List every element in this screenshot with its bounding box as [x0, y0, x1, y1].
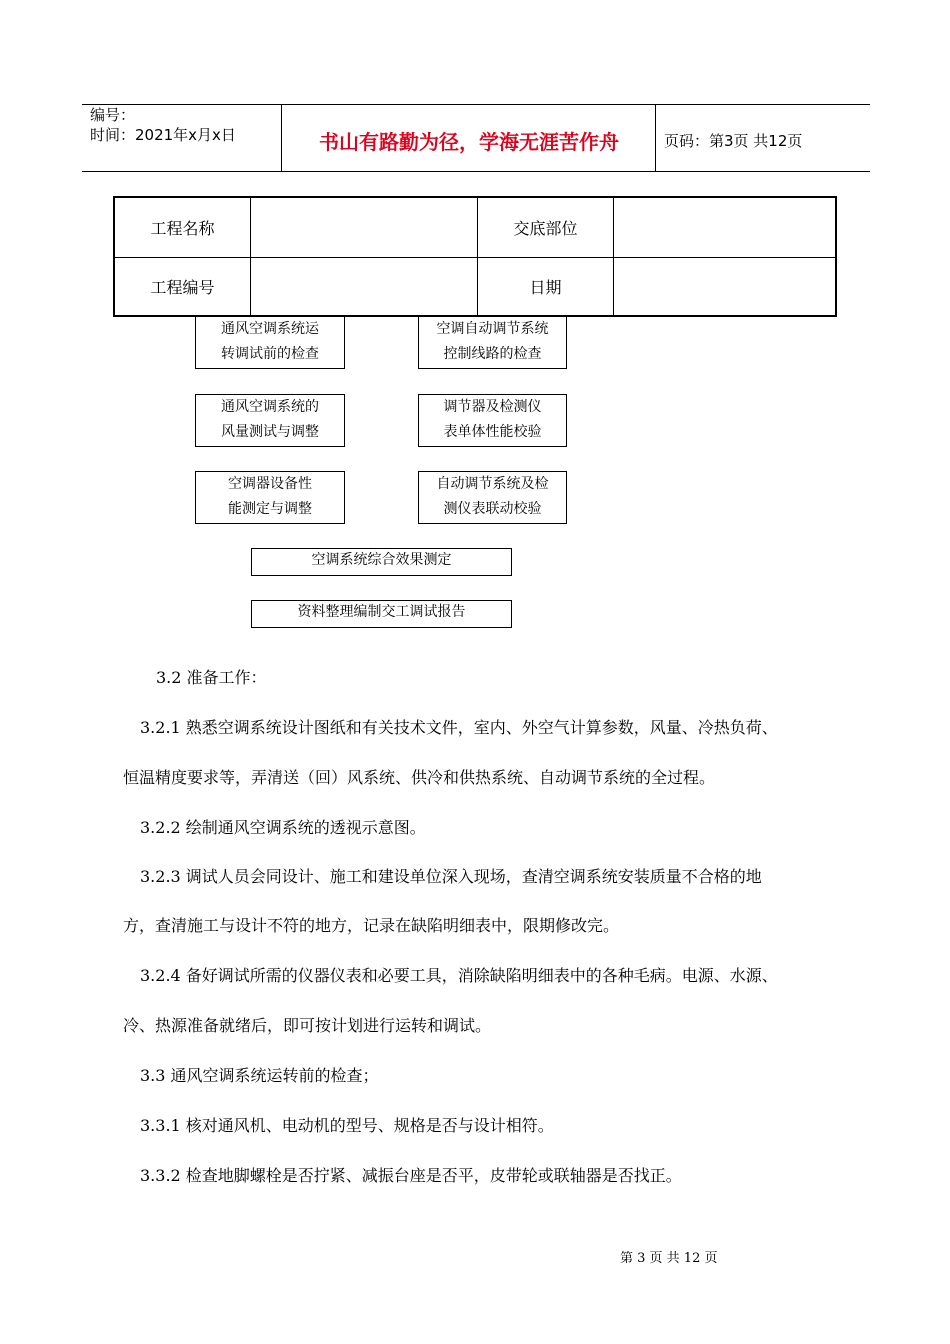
header-divider	[281, 105, 282, 171]
flow-box-line: 风量测试与调整	[221, 424, 319, 440]
flow-box	[418, 471, 567, 524]
paragraph-line: 恒温精度要求等，弄清送（回）风系统、供冷和供热系统、自动调节系统的全过程。	[123, 768, 716, 787]
flow-box-line: 转调试前的检查	[221, 346, 319, 362]
flow-box-line: 空调器设备性	[228, 476, 312, 492]
project-name-label: 工程名称	[114, 197, 251, 257]
paragraph-line: 3.2.4 备好调试所需的仪器仪表和必要工具，消除缺陷明细表中的各种毛病。电源、水源、	[140, 966, 778, 985]
project-name-value	[251, 197, 478, 257]
flow-box-line: 通风空调系统的	[221, 399, 319, 415]
flow-box-line: 测仪表联动校验	[443, 501, 542, 517]
section-heading: 3.3 通风空调系统运转前的检查；	[140, 1066, 379, 1085]
paragraph-line: 3.2.3 调试人员会同设计、施工和建设单位深入现场，查清空调系统安装质量不合格的地	[140, 867, 762, 886]
project-code-value	[251, 257, 478, 316]
flow-box	[418, 316, 567, 369]
paragraph-line: 方，查清施工与设计不符的地方，记录在缺陷明细表中，限期修改完。	[123, 916, 620, 935]
header-motto: 书山有路勤为径，学海无涯苦作舟	[319, 130, 619, 154]
flow-box-line: 通风空调系统运	[221, 321, 319, 337]
paragraph-line: 3.2.2 绘制通风空调系统的透视示意图。	[140, 818, 426, 837]
flow-box-line: 调节器及检测仪	[443, 399, 542, 415]
section-heading: 3.2 准备工作：	[156, 668, 267, 687]
date-label: 日期	[478, 257, 614, 316]
document-time-label: 时间：2021年x月x日	[90, 126, 236, 144]
flow-box-line: 空调自动调节系统	[436, 321, 549, 337]
header-divider	[655, 105, 656, 171]
date-value	[614, 257, 837, 316]
header-top-rule	[82, 104, 870, 105]
flow-box-line: 控制线路的检查	[443, 346, 542, 362]
paragraph-line: 冷、热源准备就绪后，即可按计划进行运转和调试。	[123, 1016, 492, 1035]
flow-box	[418, 394, 567, 447]
paragraph-line: 3.2.1 熟悉空调系统设计图纸和有关技术文件，室内、外空气计算参数，风量、冷热负荷、	[140, 718, 778, 737]
flow-box-wide: 空调系统综合效果测定	[251, 548, 512, 576]
paragraph-line: 3.3.2 检查地脚螺栓是否拧紧、减振台座是否平，皮带轮或联轴器是否找正。	[140, 1166, 682, 1185]
flow-box	[195, 471, 345, 524]
flow-box-line: 能测定与调整	[228, 501, 312, 517]
header-bottom-rule	[82, 171, 870, 172]
paragraph-line: 3.3.1 核对通风机、电动机的型号、规格是否与设计相符。	[140, 1116, 554, 1135]
flow-box	[195, 394, 345, 447]
project-info-table	[113, 196, 837, 317]
header-page-info: 页码：第3页 共12页	[664, 132, 803, 150]
flow-box-line: 表单体性能校验	[443, 424, 542, 440]
page-footer: 第 3 页 共 12 页	[620, 1251, 718, 1266]
flow-box-wide: 资料整理编制交工调试报告	[251, 600, 512, 628]
handover-part-label: 交底部位	[478, 197, 614, 257]
document-number-label: 编号：	[90, 106, 136, 124]
project-code-label: 工程编号	[114, 257, 251, 316]
flow-box-line: 自动调节系统及检	[436, 476, 549, 492]
handover-part-value	[614, 197, 837, 257]
flow-box	[195, 316, 345, 369]
